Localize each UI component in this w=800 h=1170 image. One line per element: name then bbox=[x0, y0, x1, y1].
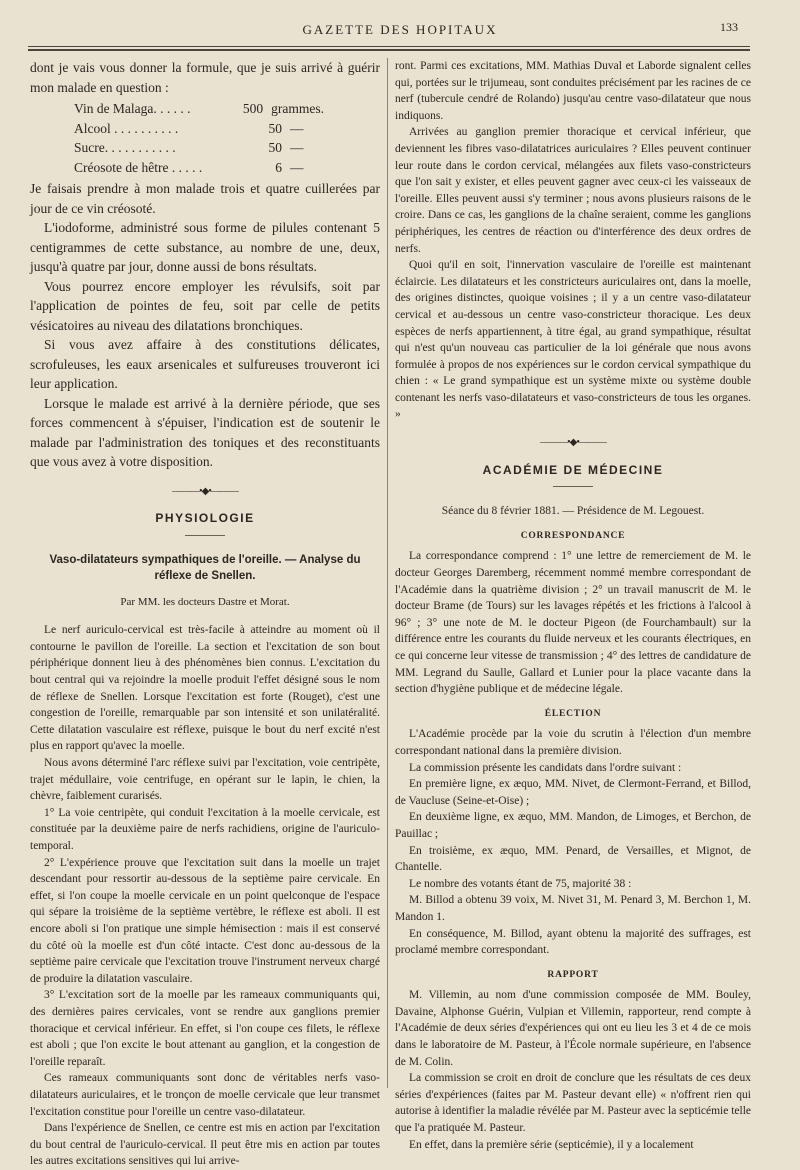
recipe-unit: grammes. bbox=[271, 101, 324, 116]
paragraph: Dans l'expérience de Snellen, ce centre est mis en action par l'excitation du bout central de l'auriculo-cervical. Il peut être mis en action par toutes les autres excitations sensitives qui lui arrive- bbox=[30, 1122, 380, 1168]
recipe-row bbox=[74, 158, 324, 178]
paragraph: Le nerf auriculo-cervical est très-facile à atteindre au moment où il contourne le pavillon de l'oreille. La section et l'excitation de son bout périphérique donnent lieu à des phénomènes bien connus. L'excitation du bout central qui va rejoindre la moelle produit l'effet désigné sous le nom de réflexe de Snellen. Lorsque l'excitation est forte (Rouget), c'est une congestion de l'oreille, remarquable par son intensité et son unilatéralité. Cette dilatation vasculaire est réflexe, puisque le bout du nerf excité n'est plus en rapport qu'avec la moelle. bbox=[30, 624, 380, 753]
paragraph: ront. Parmi ces excitations, MM. Mathias Duval et Laborde signalent celles qui, portées sur le trijumeau, sont conduites précisément par les racines de ce nerf (tubercule cendré de Rolando) jusqu'au centre vaso-dilatateur que nous indiquons. bbox=[395, 60, 751, 122]
paragraph: Si vous avez affaire à des constitutions délicates, scrofuleuses, les eaux arsenicales et sulfureuses trouveront ici leur application. bbox=[30, 337, 380, 391]
paragraph: Vous pourrez encore employer les révulsifs, soit par l'application de pointes de feu, soit par celle de petits vésicatoires au niveau des dilatations bronchiques. bbox=[30, 278, 380, 333]
paragraph: En deuxième ligne, ex æquo, MM. Mandon, de Limoges, et Berchon, de Pauillac ; bbox=[395, 811, 751, 840]
recipe-list bbox=[74, 99, 324, 177]
page-number: 133 bbox=[720, 20, 738, 34]
recipe-quantity: 6 bbox=[275, 159, 282, 175]
paragraph: En première ligne, ex æquo, MM. Nivet, de Clermont-Ferrand, et Billod, de Vaucluse (Seine-et-Oise) ; bbox=[395, 778, 751, 807]
paragraph: M. Villemin, au nom d'une commission composée de MM. Bouley, Davaine, Alphonse Guérin, Vulpian et Villemin, rapporteur, rend compte à l'Académie de deux séries d'expériences qui ont eu lieu les 3 et 4 de ce mois dans le laboratoire de M. Pasteur, à l'École normale supérieure, en l'absence de M. Colin. bbox=[395, 989, 751, 1068]
recipe-quantity: 50 bbox=[268, 140, 282, 155]
section-rule bbox=[185, 535, 225, 536]
paragraph: Quoi qu'il en soit, l'innervation vasculaire de l'oreille est maintenant éclaircie. Les dilatateurs et les constricteurs auriculaires ont, dans la moelle, des origines distinctes, quoique voisines ; il y a un centre vaso-dilatateur cervical et au-dessous un centre vaso-constricteur thoracique. Les deux espèces de nerfs appartiennent, à titre égal, au grand sympathique, résultat qui n'est qu'un nouveau cas particulier de la loi générale que nous avons formulée à propos de nos expériences sur le cordon cervical sympathique du chien : « Le grand sympathique est un système mixte ou système double contenant les nerfs vaso-dilatateurs et vaso-constricteurs de tous les organes. » bbox=[395, 259, 751, 421]
recipe-unit: — bbox=[290, 120, 304, 136]
paragraph: Je faisais prendre à mon malade trois et quatre cuillerées par jour de ce vin créosoté. bbox=[30, 181, 380, 216]
recipe-ingredient: Vin de Malaga. . . . . . bbox=[74, 101, 191, 116]
right-column bbox=[395, 58, 751, 1153]
article-title: Vaso-dilatateurs sympathiques de l'oreille. — Analyse du réflexe de Snellen. bbox=[49, 553, 361, 582]
paragraph: Nous avons déterminé l'arc réflexe suivi par l'excitation, voie centripète, trajet médullaire, voie centrifuge, en opérant sur le lapin, le chien, la chèvre, faiblement curarisés. bbox=[30, 757, 380, 803]
recipe-quantity: 50 bbox=[268, 120, 282, 136]
recipe-row bbox=[74, 119, 324, 139]
subhead-rapport: RAPPORT bbox=[547, 969, 599, 980]
paragraph: Arrivées au ganglion premier thoracique et cervical inférieur, que deviennent les fibres vaso-dilatatrices auriculaires ? Elles peuvent continuer leur route dans le cordon cervical, mélangées aux filets vaso-constricteurs que l'on sait y exister, et elles peuvent gagner avec ceux-ci les vaisseaux de l'oreille. Elles peuvent aussi s'y terminer ; nous avons plusieurs raisons de le croire. Dans ce cas, les ganglions de la chaîne seraient, comme les ganglions périphériques, les centres de réaction ou d'interférence des deux ordres de nerfs. bbox=[395, 126, 751, 255]
recipe-ingredient: Créosote de hêtre . . . . . bbox=[74, 159, 203, 175]
section-title: PHYSIOLOGIE bbox=[155, 511, 255, 526]
recipe-unit: — bbox=[290, 140, 304, 155]
section-ornament: ———•◆•——— bbox=[172, 485, 238, 497]
subhead-correspondance: CORRESPONDANCE bbox=[520, 530, 626, 541]
section-ornament: ———•◆•——— bbox=[540, 437, 606, 449]
recipe-row bbox=[74, 138, 324, 158]
section-rule bbox=[553, 486, 593, 487]
section-title: ACADÉMIE DE MÉDECINE bbox=[482, 462, 664, 477]
paragraph: L'Académie procède par la voie du scrutin à l'élection d'un membre correspondant national dans la première division. bbox=[395, 728, 751, 757]
paragraph: 1° La voie centripète, qui conduit l'excitation à la moelle cervicale, est constituée par la deuxième paire de nerfs rachidiens, origine de l'auriculo-temporal. bbox=[30, 806, 380, 852]
paragraph: 2° L'expérience prouve que l'excitation suit dans la moelle un trajet descendant pour ressortir au-dessous de la septième paire cervicale. En effet, si l'on coupe la moelle cervicale en un point quelconque de l'espace qui sépare la troisième de la septième vertèbre, le réflexe est aboli. Il est encore aboli si l'on pratique une simple hémisection : mais il est conservé du côté où la moelle est d'un côté intacte. C'est donc au-dessous de la septième paire cervicale que l'excitation trouve l'instrument nerveux chargé de produire la dilatation vasculaire. bbox=[30, 856, 380, 985]
recipe-ingredient: Alcool . . . . . . . . . . bbox=[74, 120, 179, 136]
paragraph: La correspondance comprend : 1° une lettre de remerciement de M. le docteur Georges Daremberg, récemment nommé membre correspondant de l'Académie dans la quatrième division ; 2° un travail manuscrit de M. le docteur Brame (de Tours) sur les lavages répétés et les frictions à l'alcool à 96° ; 3° une note de M. le docteur Pigeon (de Fourchambault) sur la différence entre les courants du fluide nerveux et les courants électriques, en ce qui concerne leur vitesse de transmission ; 4° des lettres de candidature de MM. Legrand du Saulle, Gallard et Lunier pour la place vacante dans la section d'hygiène publique et de médecine légale. bbox=[395, 550, 751, 696]
recipe-row bbox=[74, 99, 324, 119]
paragraph: La commission présente les candidats dans l'ordre suivant : bbox=[409, 761, 682, 774]
paragraph: Le nombre des votants étant de 75, majorité 38 : bbox=[409, 877, 632, 890]
column-divider bbox=[387, 58, 388, 1088]
paragraph: Lorsque le malade est arrivé à la dernière période, que ses forces commencent à s'épuiser, l'indication est de soutenir le malade par l'administration des toniques et des reconstituants que vous avez à votre disposition. bbox=[30, 395, 380, 469]
journal-title: GAZETTE DES HOPITAUX bbox=[302, 22, 498, 37]
paragraph: La commission se croit en droit de conclure que les résultats de ces deux séries d'expériences (faites par M. Pasteur devant elle) « n'offrent rien qui autorise à identifier la maladie révélée par M. Pasteur avec la septicémie telle que l'a pratiquée M. Pasteur. bbox=[395, 1072, 752, 1135]
running-header bbox=[0, 20, 800, 42]
subhead-election: ÉLECTION bbox=[544, 708, 602, 719]
recipe-ingredient: Sucre. . . . . . . . . . . bbox=[74, 140, 176, 155]
header-rule bbox=[28, 46, 750, 51]
recipe-quantity: 500 bbox=[242, 101, 264, 116]
paragraph: En effet, dans la première série (septicémie), il y a localement bbox=[409, 1138, 694, 1151]
paragraph: 3° L'excitation sort de la moelle par les rameaux communiquants qui, des dernières paires cervicales, vont se rendre aux ganglions premier thoracique et cervical inférieur. En effet, si l'on coupe ces filets, le réflexe est aboli ; que l'on excite le bout attenant au ganglion, et la congestion de l'oreille reparaît. bbox=[30, 989, 380, 1068]
recipe-unit: — bbox=[290, 159, 304, 175]
paragraph: En conséquence, M. Billod, ayant obtenu la majorité des suffrages, est proclamé membre correspondant. bbox=[395, 927, 751, 957]
paragraph: En troisième, ex æquo, MM. Penard, de Versailles, et Mignot, de Chantelle. bbox=[395, 844, 751, 874]
left-column bbox=[30, 58, 380, 1170]
paragraph: Ces rameaux communiquants sont donc de véritables nerfs vaso-dilatateurs auriculaires, et le tronçon de moelle cervicale que leur transmet l'excitation constitue pour l'oreille un centre vaso-dilatateur. bbox=[30, 1072, 380, 1118]
article-byline: Par MM. les docteurs Dastre et Morat. bbox=[120, 595, 290, 608]
paragraph: L'iodoforme, administré sous forme de pilules contenant 5 centigrammes de cette substance, au nombre de une, deux, jusqu'à quatre par jour, donne aussi de bons résultats. bbox=[30, 220, 380, 274]
seance-line: Séance du 8 février 1881. — Présidence de M. Legouest. bbox=[441, 505, 705, 518]
paragraph: dont je vais vous donner la formule, que je suis arrivé à guérir mon malade en question : bbox=[30, 60, 380, 95]
paragraph: M. Billod a obtenu 39 voix, M. Nivet 31, M. Penard 3, M. Berchon 1, M. Mandon 1. bbox=[395, 894, 751, 923]
